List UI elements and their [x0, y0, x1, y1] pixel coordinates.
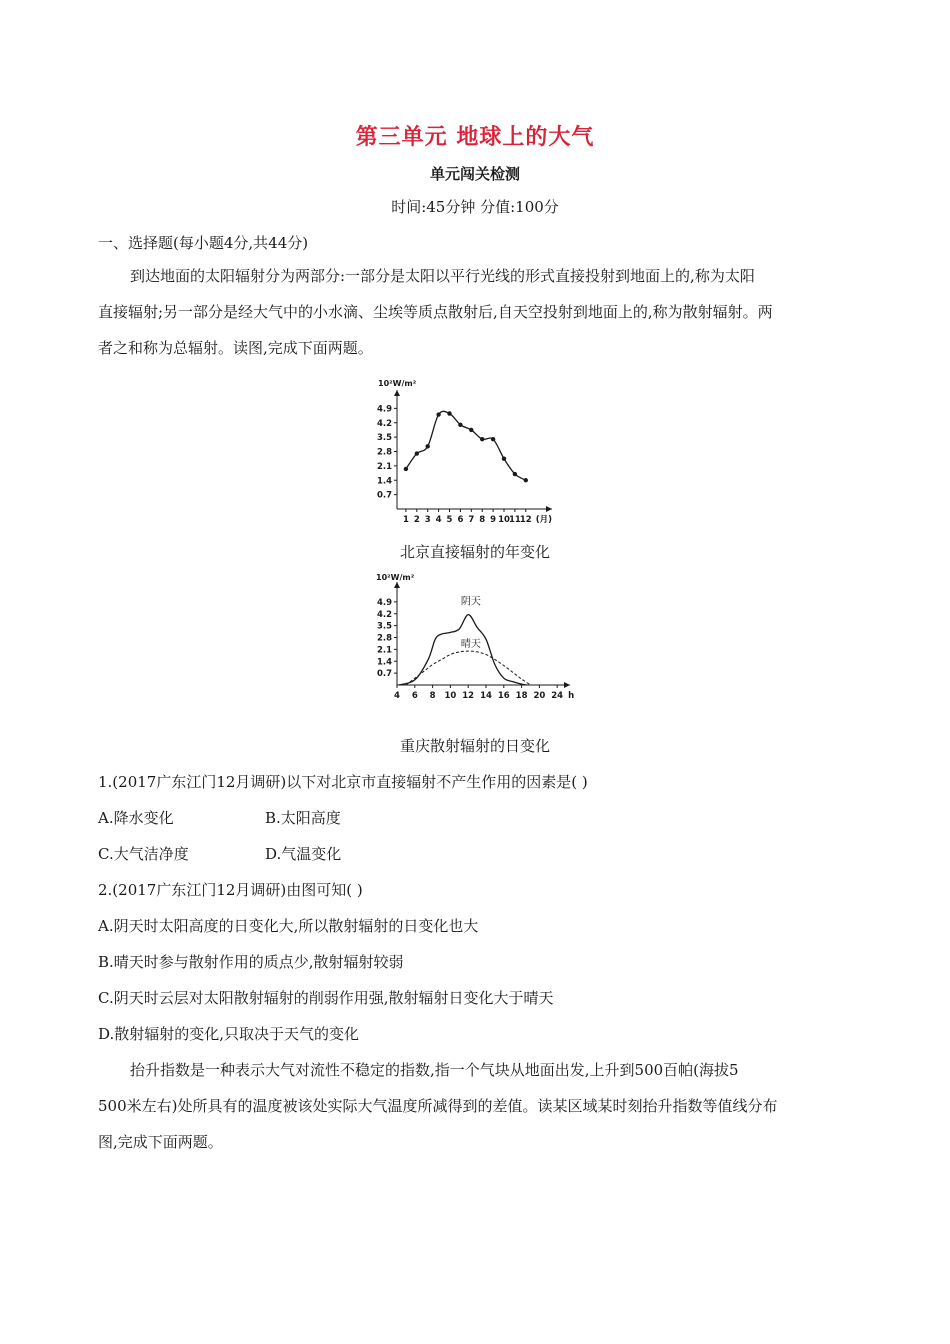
question-1-option-b[interactable]: B.太阳高度 [265, 809, 341, 827]
chart1-data-point [458, 423, 462, 427]
chart1-y-tick-label: 2.1 [376, 461, 392, 472]
chart1-y-tick-label: 0.7 [376, 490, 392, 501]
chart1-caption: 北京直接辐射的年变化 [399, 543, 550, 561]
chart1-y-label: 10²W/m² [378, 379, 417, 388]
chart1-x-tick-label: 3 [424, 515, 431, 525]
chart1-y-tick-label: 4.2 [376, 418, 392, 429]
chart2-x-tick-label: 16 [497, 691, 510, 701]
chart1-data-point [404, 467, 408, 471]
chart1-x-tick-label: 10 [498, 515, 510, 525]
question-2-stem: 2.(2017广东江门12月调研)由图可知( ) [98, 881, 363, 899]
chart1-x-tick-label: 6 [457, 515, 464, 525]
chart1-x-tick-label: 1 [402, 515, 409, 525]
chart1-x-tick-label: 8 [479, 515, 486, 525]
intro2-line-1: 抬升指数是一种表示大气对流性不稳定的指数,指一个气块从地面出发,上升到500百帕(海拔5 [130, 1061, 739, 1079]
page-subtitle: 单元闯关检测 [429, 165, 520, 183]
intro1-line-2: 直接辐射;另一部分是经大气中的小水滴、尘埃等质点散射后,自天空投射到地面上的,称为散射辐射。两 [98, 303, 773, 321]
chart2-label-overcast: 阴天 [460, 596, 481, 608]
chart2-x-label: h [568, 691, 575, 701]
question-2-option-d[interactable]: D.散射辐射的变化,只取决于天气的变化 [98, 1025, 360, 1043]
chart1-data-point [480, 437, 484, 441]
question-2-option-b[interactable]: B.晴天时参与散射作用的质点少,散射辐射较弱 [98, 953, 404, 971]
chart2-x-tick-label: 14 [480, 691, 492, 701]
chart1-x-tick-label: 9 [490, 515, 497, 525]
chart2-y-tick-label: 2.8 [376, 633, 392, 644]
question-2-option-a[interactable]: A.阴天时太阳高度的日变化大,所以散射辐射的日变化也大 [98, 917, 479, 935]
question-1-stem: 1.(2017广东江门12月调研)以下对北京市直接辐射不产生作用的因素是( ) [98, 773, 588, 791]
chart1-data-point [491, 437, 495, 441]
chart2-x-tick-label: 12 [462, 691, 475, 701]
chart1-x-tick-label: 11 [508, 515, 521, 525]
chart2-y-tick-label: 4.9 [376, 597, 392, 608]
question-1-option-d[interactable]: D.气温变化 [265, 845, 342, 863]
chart2-y-tick-label: 1.4 [376, 657, 392, 668]
chart2-label-clear: 晴天 [460, 638, 481, 650]
chart1-x-tick-label: 7 [468, 515, 475, 525]
question-2-option-c[interactable]: C.阴天时云层对太阳散射辐射的削弱作用强,散射辐射日变化大于晴天 [98, 989, 554, 1007]
chart1-y-tick-label: 1.4 [376, 476, 392, 487]
chart1-y-tick-label: 4.9 [376, 404, 392, 415]
question-1-option-c[interactable]: C.大气洁净度 [98, 845, 189, 863]
chart2-caption: 重庆散射辐射的日变化 [399, 737, 550, 755]
chart2-x-tick-label: 6 [411, 691, 418, 701]
chart2-y-tick-label: 2.1 [376, 645, 392, 656]
chart2-x-tick-label: 4 [394, 691, 400, 701]
chart2-x-tick-label: 18 [515, 691, 528, 701]
time-info: 时间:45分钟 分值:100分 [391, 198, 559, 216]
chart2-y-label: 10²W/m² [376, 573, 415, 582]
chart2-x-axis-arrow [564, 682, 570, 688]
chart1-y-axis-arrow [394, 390, 400, 396]
chart2-x-tick-label: 20 [533, 691, 546, 701]
intro1-line-3: 者之和称为总辐射。读图,完成下面两题。 [98, 339, 373, 357]
section-heading: 一、选择题(每小题4分,共44分) [98, 234, 309, 252]
chart1-x-label: (月) [535, 515, 553, 525]
chart1-data-point [426, 444, 430, 448]
chart2-y-axis-arrow [394, 582, 400, 588]
chart1-y-tick-label: 3.5 [376, 433, 392, 444]
intro1-line-1: 到达地面的太阳辐射分为两部分:一部分是太阳以平行光线的形式直接投射到地面上的,称为太阳 [130, 267, 755, 285]
intro2-line-3: 图,完成下面两题。 [98, 1133, 223, 1151]
chart1-data-point [513, 472, 517, 476]
intro-paragraph-2 [98, 1052, 858, 1160]
page-title: 第三单元 地球上的大气 [355, 125, 595, 150]
chart1-x-tick-label: 12 [519, 515, 532, 525]
chart2-x-tick-label: 10 [444, 691, 457, 701]
chart1-data-point [469, 428, 473, 432]
chart1-x-axis-arrow [546, 506, 552, 512]
chart2-y-tick-label: 4.2 [376, 609, 392, 620]
question-1-option-a[interactable]: A.降水变化 [98, 809, 174, 827]
chart2-x-tick-label: 8 [429, 691, 436, 701]
chart2-x-tick-label: 24 [551, 691, 564, 701]
chart1-x-tick-label: 5 [446, 515, 453, 525]
chart2-y-tick-label: 3.5 [376, 621, 392, 632]
chart1-series-line [406, 411, 526, 480]
chart1-x-tick-label: 2 [413, 515, 420, 525]
intro-paragraph-1 [98, 258, 858, 366]
chart1-y-tick-label: 2.8 [376, 447, 392, 458]
intro2-line-2: 500米左右)处所具有的温度被该处实际大气温度所减得到的差值。读某区域某时刻抬升指数等值线分布 [98, 1097, 778, 1115]
chart1-data-point [502, 456, 506, 460]
chart1-x-tick-label: 4 [435, 515, 442, 525]
chart2-series-clear-line [406, 651, 531, 685]
chart1-data-point [415, 451, 419, 455]
chart1-data-point [524, 478, 528, 482]
chart1-data-point [447, 411, 451, 415]
beijing-direct-radiation-chart [370, 372, 590, 532]
chart1-data-point [436, 412, 440, 416]
chongqing-diffuse-radiation-chart [370, 568, 585, 703]
chart2-y-tick-label: 0.7 [376, 669, 392, 680]
